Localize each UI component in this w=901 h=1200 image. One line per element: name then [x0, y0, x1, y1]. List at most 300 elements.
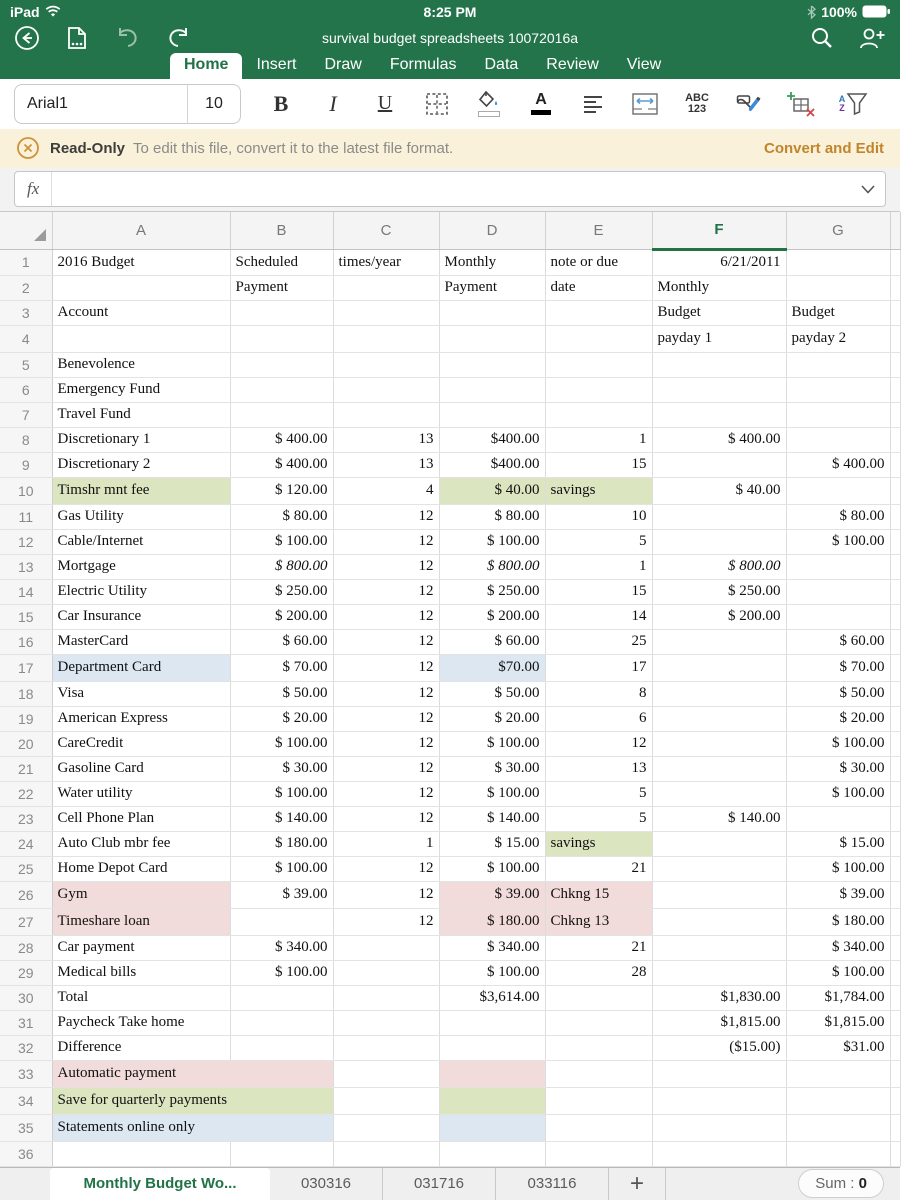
font-size-picker[interactable]: 10	[187, 85, 240, 123]
cell-D24[interactable]: $ 15.00	[439, 831, 545, 856]
cell-G27[interactable]: $ 180.00	[786, 908, 890, 935]
cell-F22[interactable]	[652, 781, 786, 806]
tab-draw[interactable]: Draw	[324, 55, 362, 73]
row-header-12[interactable]: 12	[0, 529, 52, 554]
row-header-23[interactable]: 23	[0, 806, 52, 831]
cell-E29[interactable]: 28	[545, 960, 652, 985]
cell-A29[interactable]: Medical bills	[52, 960, 230, 985]
column-header-E[interactable]: E	[545, 212, 652, 250]
cell-D3[interactable]	[439, 300, 545, 325]
cell-B21[interactable]: $ 30.00	[230, 756, 333, 781]
row-header-5[interactable]: 5	[0, 352, 52, 377]
row-header-4[interactable]: 4	[0, 325, 52, 352]
cell-B1[interactable]: Scheduled	[230, 249, 333, 275]
cell-A20[interactable]: CareCredit	[52, 731, 230, 756]
cell-D20[interactable]: $ 100.00	[439, 731, 545, 756]
cell-G3[interactable]: Budget	[786, 300, 890, 325]
cell-E5[interactable]	[545, 352, 652, 377]
cell-B15[interactable]: $ 200.00	[230, 604, 333, 629]
undo-icon[interactable]	[114, 27, 140, 49]
cell-C17[interactable]: 12	[333, 654, 439, 681]
cell-C28[interactable]	[333, 935, 439, 960]
cell-B23[interactable]: $ 140.00	[230, 806, 333, 831]
cell-A8[interactable]: Discretionary 1	[52, 427, 230, 452]
sheet-tab-031716[interactable]: 031716	[383, 1168, 496, 1200]
cell-D23[interactable]: $ 140.00	[439, 806, 545, 831]
cell-C26[interactable]: 12	[333, 881, 439, 908]
cell-C22[interactable]: 12	[333, 781, 439, 806]
row-header-29[interactable]: 29	[0, 960, 52, 985]
cell-G20[interactable]: $ 100.00	[786, 731, 890, 756]
row-header-33[interactable]: 33	[0, 1060, 52, 1087]
cell-F29[interactable]	[652, 960, 786, 985]
cell-C3[interactable]	[333, 300, 439, 325]
cell-B22[interactable]: $ 100.00	[230, 781, 333, 806]
cell-F4[interactable]: payday 1	[652, 325, 786, 352]
row-header-36[interactable]: 36	[0, 1141, 52, 1166]
column-header-C[interactable]: C	[333, 212, 439, 250]
add-sheet-button[interactable]: +	[609, 1168, 666, 1200]
cell-C9[interactable]: 13	[333, 452, 439, 477]
cell-C1[interactable]: times/year	[333, 249, 439, 275]
cell-A34[interactable]: Save for quarterly payments	[52, 1087, 333, 1114]
cell-F14[interactable]: $ 250.00	[652, 579, 786, 604]
cell-A7[interactable]: Travel Fund	[52, 402, 230, 427]
cell-C18[interactable]: 12	[333, 681, 439, 706]
cell-C21[interactable]: 12	[333, 756, 439, 781]
cell-C20[interactable]: 12	[333, 731, 439, 756]
cell-A18[interactable]: Visa	[52, 681, 230, 706]
cell-G31[interactable]: $1,815.00	[786, 1010, 890, 1035]
italic-button[interactable]: I	[307, 82, 359, 126]
cell-D18[interactable]: $ 50.00	[439, 681, 545, 706]
cell-F9[interactable]	[652, 452, 786, 477]
cell-G35[interactable]	[786, 1114, 890, 1141]
cell-D30[interactable]: $3,614.00	[439, 985, 545, 1010]
row-header-10[interactable]: 10	[0, 477, 52, 504]
cell-A26[interactable]: Gym	[52, 881, 230, 908]
cell-G11[interactable]: $ 80.00	[786, 504, 890, 529]
cell-G2[interactable]	[786, 275, 890, 300]
tab-review[interactable]: Review	[546, 55, 599, 73]
cell-D17[interactable]: $70.00	[439, 654, 545, 681]
cell-B24[interactable]: $ 180.00	[230, 831, 333, 856]
cell-F34[interactable]	[652, 1087, 786, 1114]
cell-A11[interactable]: Gas Utility	[52, 504, 230, 529]
cell-G4[interactable]: payday 2	[786, 325, 890, 352]
cell-B29[interactable]: $ 100.00	[230, 960, 333, 985]
cell-E12[interactable]: 5	[545, 529, 652, 554]
cell-A33[interactable]: Automatic payment	[52, 1060, 333, 1087]
merge-cells-button[interactable]	[619, 82, 671, 126]
row-header-34[interactable]: 34	[0, 1087, 52, 1114]
cell-A27[interactable]: Timeshare loan	[52, 908, 230, 935]
font-name-picker[interactable]: Arial1	[27, 94, 68, 112]
cell-B31[interactable]	[230, 1010, 333, 1035]
cell-D31[interactable]	[439, 1010, 545, 1035]
cell-E2[interactable]: date	[545, 275, 652, 300]
cell-G22[interactable]: $ 100.00	[786, 781, 890, 806]
row-header-24[interactable]: 24	[0, 831, 52, 856]
row-header-3[interactable]: 3	[0, 300, 52, 325]
align-button[interactable]	[567, 82, 619, 126]
cell-G33[interactable]	[786, 1060, 890, 1087]
cell-D11[interactable]: $ 80.00	[439, 504, 545, 529]
cell-A31[interactable]: Paycheck Take home	[52, 1010, 230, 1035]
cell-F6[interactable]	[652, 377, 786, 402]
cell-D12[interactable]: $ 100.00	[439, 529, 545, 554]
row-header-21[interactable]: 21	[0, 756, 52, 781]
sheet-tab-monthly-budget[interactable]: Monthly Budget Wo...	[50, 1168, 270, 1200]
row-header-14[interactable]: 14	[0, 579, 52, 604]
row-header-35[interactable]: 35	[0, 1114, 52, 1141]
cell-D7[interactable]	[439, 402, 545, 427]
cell-G34[interactable]	[786, 1087, 890, 1114]
cell-E36[interactable]	[545, 1141, 652, 1166]
format-painter-button[interactable]	[723, 82, 775, 126]
cell-F1[interactable]: 6/21/2011	[652, 249, 786, 275]
cell-A21[interactable]: Gasoline Card	[52, 756, 230, 781]
cell-A9[interactable]: Discretionary 2	[52, 452, 230, 477]
cell-E30[interactable]	[545, 985, 652, 1010]
cell-G1[interactable]	[786, 249, 890, 275]
cell-C5[interactable]	[333, 352, 439, 377]
font-color-button[interactable]: A	[515, 82, 567, 126]
cell-B3[interactable]	[230, 300, 333, 325]
row-header-19[interactable]: 19	[0, 706, 52, 731]
row-header-16[interactable]: 16	[0, 629, 52, 654]
cell-C14[interactable]: 12	[333, 579, 439, 604]
cell-E13[interactable]: 1	[545, 554, 652, 579]
cell-E33[interactable]	[545, 1060, 652, 1087]
cell-D16[interactable]: $ 60.00	[439, 629, 545, 654]
row-header-17[interactable]: 17	[0, 654, 52, 681]
underline-button[interactable]: U	[359, 82, 411, 126]
borders-button[interactable]	[411, 82, 463, 126]
cell-E35[interactable]	[545, 1114, 652, 1141]
cell-F21[interactable]	[652, 756, 786, 781]
cell-E15[interactable]: 14	[545, 604, 652, 629]
cell-C19[interactable]: 12	[333, 706, 439, 731]
cell-D14[interactable]: $ 250.00	[439, 579, 545, 604]
row-header-30[interactable]: 30	[0, 985, 52, 1010]
search-icon[interactable]	[810, 26, 834, 50]
select-all-corner[interactable]	[0, 212, 52, 250]
cell-A5[interactable]: Benevolence	[52, 352, 230, 377]
cell-D35[interactable]	[439, 1114, 545, 1141]
cell-B19[interactable]: $ 20.00	[230, 706, 333, 731]
cell-G7[interactable]	[786, 402, 890, 427]
redo-icon[interactable]	[166, 27, 192, 49]
cell-B5[interactable]	[230, 352, 333, 377]
cell-A17[interactable]: Department Card	[52, 654, 230, 681]
cell-B11[interactable]: $ 80.00	[230, 504, 333, 529]
cell-F2[interactable]: Monthly	[652, 275, 786, 300]
cell-B6[interactable]	[230, 377, 333, 402]
cell-D1[interactable]: Monthly	[439, 249, 545, 275]
cell-C30[interactable]	[333, 985, 439, 1010]
cell-C7[interactable]	[333, 402, 439, 427]
cell-D13[interactable]: $ 800.00	[439, 554, 545, 579]
row-header-27[interactable]: 27	[0, 908, 52, 935]
cell-A10[interactable]: Timshr mnt fee	[52, 477, 230, 504]
cell-D27[interactable]: $ 180.00	[439, 908, 545, 935]
row-header-13[interactable]: 13	[0, 554, 52, 579]
cell-A3[interactable]: Account	[52, 300, 230, 325]
column-header-B[interactable]: B	[230, 212, 333, 250]
cell-C2[interactable]	[333, 275, 439, 300]
cell-B26[interactable]: $ 39.00	[230, 881, 333, 908]
tab-view[interactable]: View	[626, 55, 662, 73]
cell-A19[interactable]: American Express	[52, 706, 230, 731]
cell-D34[interactable]	[439, 1087, 545, 1114]
cell-E21[interactable]: 13	[545, 756, 652, 781]
cell-B18[interactable]: $ 50.00	[230, 681, 333, 706]
cell-C15[interactable]: 12	[333, 604, 439, 629]
cell-F30[interactable]: $1,830.00	[652, 985, 786, 1010]
cell-C25[interactable]: 12	[333, 856, 439, 881]
cell-E28[interactable]: 21	[545, 935, 652, 960]
cell-D33[interactable]	[439, 1060, 545, 1087]
row-header-18[interactable]: 18	[0, 681, 52, 706]
cell-B17[interactable]: $ 70.00	[230, 654, 333, 681]
row-header-1[interactable]: 1	[0, 249, 52, 275]
cell-E17[interactable]: 17	[545, 654, 652, 681]
row-header-25[interactable]: 25	[0, 856, 52, 881]
cell-G25[interactable]: $ 100.00	[786, 856, 890, 881]
cell-B25[interactable]: $ 100.00	[230, 856, 333, 881]
cell-C16[interactable]: 12	[333, 629, 439, 654]
sheet-tab-030316[interactable]: 030316	[270, 1168, 383, 1200]
cell-G13[interactable]	[786, 554, 890, 579]
cell-D36[interactable]	[439, 1141, 545, 1166]
cell-D2[interactable]: Payment	[439, 275, 545, 300]
cell-B10[interactable]: $ 120.00	[230, 477, 333, 504]
sheet-tab-033116[interactable]: 033116	[496, 1168, 609, 1200]
cell-C13[interactable]: 12	[333, 554, 439, 579]
cell-A16[interactable]: MasterCard	[52, 629, 230, 654]
cell-F8[interactable]: $ 400.00	[652, 427, 786, 452]
cell-A2[interactable]	[52, 275, 230, 300]
cell-D25[interactable]: $ 100.00	[439, 856, 545, 881]
cell-C29[interactable]	[333, 960, 439, 985]
cell-G21[interactable]: $ 30.00	[786, 756, 890, 781]
cell-C8[interactable]: 13	[333, 427, 439, 452]
cell-F12[interactable]	[652, 529, 786, 554]
cell-B36[interactable]	[230, 1141, 333, 1166]
cell-B32[interactable]	[230, 1035, 333, 1060]
cell-F19[interactable]	[652, 706, 786, 731]
cell-E10[interactable]: savings	[545, 477, 652, 504]
cell-G18[interactable]: $ 50.00	[786, 681, 890, 706]
cell-E3[interactable]	[545, 300, 652, 325]
cell-D22[interactable]: $ 100.00	[439, 781, 545, 806]
cell-A12[interactable]: Cable/Internet	[52, 529, 230, 554]
row-header-9[interactable]: 9	[0, 452, 52, 477]
cell-F36[interactable]	[652, 1141, 786, 1166]
row-header-32[interactable]: 32	[0, 1035, 52, 1060]
tab-insert[interactable]: Insert	[256, 55, 297, 73]
row-header-8[interactable]: 8	[0, 427, 52, 452]
cell-G36[interactable]	[786, 1141, 890, 1166]
cell-F10[interactable]: $ 40.00	[652, 477, 786, 504]
cell-E26[interactable]: Chkng 15	[545, 881, 652, 908]
column-header-D[interactable]: D	[439, 212, 545, 250]
cell-E25[interactable]: 21	[545, 856, 652, 881]
cell-F5[interactable]	[652, 352, 786, 377]
cell-A30[interactable]: Total	[52, 985, 230, 1010]
cell-A23[interactable]: Cell Phone Plan	[52, 806, 230, 831]
cell-B16[interactable]: $ 60.00	[230, 629, 333, 654]
cell-G28[interactable]: $ 340.00	[786, 935, 890, 960]
row-header-26[interactable]: 26	[0, 881, 52, 908]
cell-D15[interactable]: $ 200.00	[439, 604, 545, 629]
row-header-15[interactable]: 15	[0, 604, 52, 629]
cell-F15[interactable]: $ 200.00	[652, 604, 786, 629]
cell-D8[interactable]: $400.00	[439, 427, 545, 452]
add-person-icon[interactable]	[858, 26, 886, 50]
cell-E18[interactable]: 8	[545, 681, 652, 706]
cell-F16[interactable]	[652, 629, 786, 654]
cell-G17[interactable]: $ 70.00	[786, 654, 890, 681]
cell-E24[interactable]: savings	[545, 831, 652, 856]
cell-C11[interactable]: 12	[333, 504, 439, 529]
cell-G32[interactable]: $31.00	[786, 1035, 890, 1060]
cell-G9[interactable]: $ 400.00	[786, 452, 890, 477]
cell-F28[interactable]	[652, 935, 786, 960]
cell-B7[interactable]	[230, 402, 333, 427]
cell-F24[interactable]	[652, 831, 786, 856]
row-header-20[interactable]: 20	[0, 731, 52, 756]
row-header-31[interactable]: 31	[0, 1010, 52, 1035]
cell-E16[interactable]: 25	[545, 629, 652, 654]
cell-B20[interactable]: $ 100.00	[230, 731, 333, 756]
fill-color-button[interactable]	[463, 82, 515, 126]
tab-data[interactable]: Data	[484, 55, 519, 73]
cell-B13[interactable]: $ 800.00	[230, 554, 333, 579]
tab-home[interactable]: Home	[170, 53, 242, 79]
cell-C4[interactable]	[333, 325, 439, 352]
cell-G23[interactable]	[786, 806, 890, 831]
row-header-7[interactable]: 7	[0, 402, 52, 427]
cell-D4[interactable]	[439, 325, 545, 352]
cell-B9[interactable]: $ 400.00	[230, 452, 333, 477]
cell-F32[interactable]: ($15.00)	[652, 1035, 786, 1060]
cell-F26[interactable]	[652, 881, 786, 908]
cell-D21[interactable]: $ 30.00	[439, 756, 545, 781]
cell-C27[interactable]: 12	[333, 908, 439, 935]
cell-F27[interactable]	[652, 908, 786, 935]
cell-C32[interactable]	[333, 1035, 439, 1060]
cell-E27[interactable]: Chkng 13	[545, 908, 652, 935]
cell-G12[interactable]: $ 100.00	[786, 529, 890, 554]
cell-D6[interactable]	[439, 377, 545, 402]
cell-E31[interactable]	[545, 1010, 652, 1035]
cell-A24[interactable]: Auto Club mbr fee	[52, 831, 230, 856]
cell-E22[interactable]: 5	[545, 781, 652, 806]
cell-C12[interactable]: 12	[333, 529, 439, 554]
cell-F33[interactable]	[652, 1060, 786, 1087]
number-format-button[interactable]: ABC 123	[671, 82, 723, 126]
cell-A4[interactable]	[52, 325, 230, 352]
cell-D9[interactable]: $400.00	[439, 452, 545, 477]
cell-D26[interactable]: $ 39.00	[439, 881, 545, 908]
cell-A22[interactable]: Water utility	[52, 781, 230, 806]
cell-G29[interactable]: $ 100.00	[786, 960, 890, 985]
row-header-28[interactable]: 28	[0, 935, 52, 960]
cell-A6[interactable]: Emergency Fund	[52, 377, 230, 402]
cell-F13[interactable]: $ 800.00	[652, 554, 786, 579]
cell-F25[interactable]	[652, 856, 786, 881]
cell-A25[interactable]: Home Depot Card	[52, 856, 230, 881]
cell-G19[interactable]: $ 20.00	[786, 706, 890, 731]
file-icon[interactable]	[66, 26, 88, 50]
cell-E7[interactable]	[545, 402, 652, 427]
column-header-F[interactable]: F	[652, 212, 786, 250]
cell-A36[interactable]	[52, 1141, 230, 1166]
cell-C34[interactable]	[333, 1087, 439, 1114]
tab-formulas[interactable]: Formulas	[389, 55, 457, 73]
cell-B28[interactable]: $ 340.00	[230, 935, 333, 960]
sum-indicator[interactable]: Sum : 0	[798, 1169, 884, 1198]
cell-D29[interactable]: $ 100.00	[439, 960, 545, 985]
cell-D19[interactable]: $ 20.00	[439, 706, 545, 731]
row-header-2[interactable]: 2	[0, 275, 52, 300]
cell-A35[interactable]: Statements online only	[52, 1114, 333, 1141]
cell-E8[interactable]: 1	[545, 427, 652, 452]
cell-G15[interactable]	[786, 604, 890, 629]
cell-F20[interactable]	[652, 731, 786, 756]
cell-B2[interactable]: Payment	[230, 275, 333, 300]
row-header-22[interactable]: 22	[0, 781, 52, 806]
cell-G5[interactable]	[786, 352, 890, 377]
cell-A28[interactable]: Car payment	[52, 935, 230, 960]
cell-E9[interactable]: 15	[545, 452, 652, 477]
cell-B30[interactable]	[230, 985, 333, 1010]
cell-G26[interactable]: $ 39.00	[786, 881, 890, 908]
cell-E6[interactable]	[545, 377, 652, 402]
cell-F35[interactable]	[652, 1114, 786, 1141]
row-header-6[interactable]: 6	[0, 377, 52, 402]
sort-filter-button[interactable]: A Z	[827, 82, 879, 126]
cell-B14[interactable]: $ 250.00	[230, 579, 333, 604]
cell-F23[interactable]: $ 140.00	[652, 806, 786, 831]
cell-F11[interactable]	[652, 504, 786, 529]
column-header-G[interactable]: G	[786, 212, 890, 250]
cell-E1[interactable]: note or due	[545, 249, 652, 275]
cell-B27[interactable]	[230, 908, 333, 935]
cell-E19[interactable]: 6	[545, 706, 652, 731]
row-header-11[interactable]: 11	[0, 504, 52, 529]
cell-E20[interactable]: 12	[545, 731, 652, 756]
cell-G24[interactable]: $ 15.00	[786, 831, 890, 856]
cell-D32[interactable]	[439, 1035, 545, 1060]
cell-F18[interactable]	[652, 681, 786, 706]
cell-B8[interactable]: $ 400.00	[230, 427, 333, 452]
cell-C10[interactable]: 4	[333, 477, 439, 504]
cell-G16[interactable]: $ 60.00	[786, 629, 890, 654]
cell-G10[interactable]	[786, 477, 890, 504]
back-button[interactable]	[14, 25, 40, 51]
cell-A13[interactable]: Mortgage	[52, 554, 230, 579]
cell-E14[interactable]: 15	[545, 579, 652, 604]
cell-G6[interactable]	[786, 377, 890, 402]
cell-A14[interactable]: Electric Utility	[52, 579, 230, 604]
cell-C31[interactable]	[333, 1010, 439, 1035]
cell-F31[interactable]: $1,815.00	[652, 1010, 786, 1035]
cell-F3[interactable]: Budget	[652, 300, 786, 325]
cell-C36[interactable]	[333, 1141, 439, 1166]
